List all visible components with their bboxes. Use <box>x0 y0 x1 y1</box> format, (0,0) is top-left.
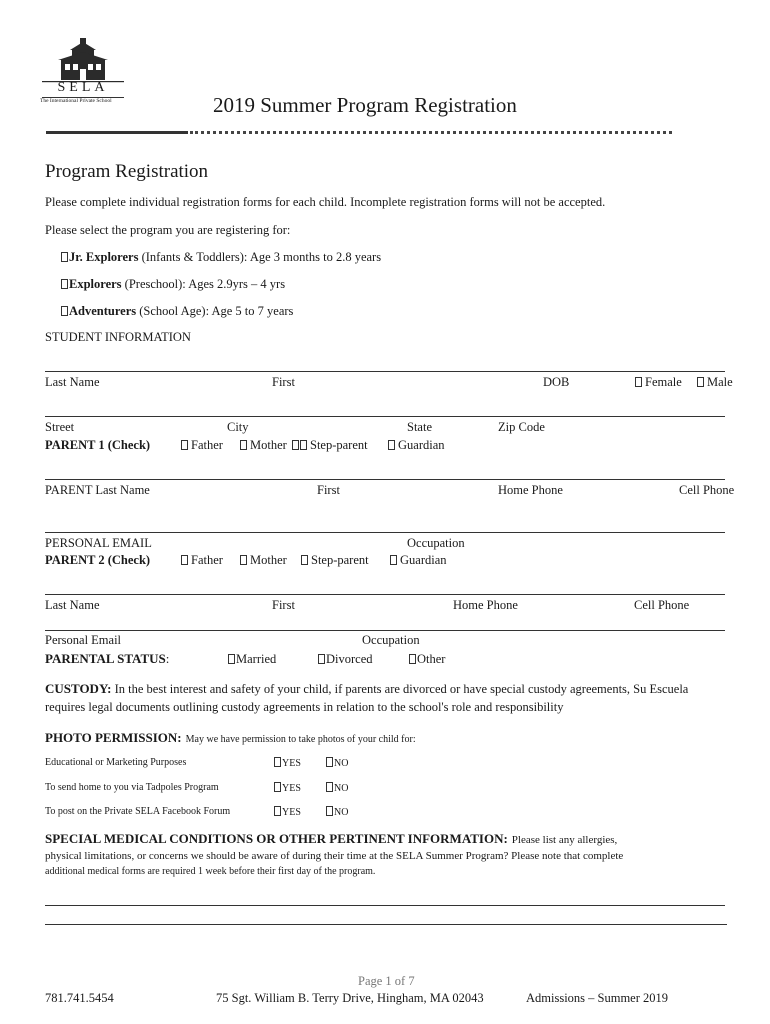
footer-phone: 781.741.5454 <box>45 991 114 1005</box>
custody-paragraph-line-2: requires legal documents outlining custody agreements in relation to the school's role and responsibility <box>45 700 564 714</box>
student-last-name-label: Last Name <box>45 375 100 389</box>
checkbox[interactable] <box>300 440 307 450</box>
parent2-occupation-label: Occupation <box>362 633 420 647</box>
parent2-father-option[interactable]: Father <box>181 553 223 568</box>
custody-paragraph-line-1: CUSTODY: In the best interest and safety of your child, if parents are divorced or have special custody agreements, Su Escuela <box>45 681 689 696</box>
student-address-line[interactable] <box>45 416 725 417</box>
program-name: Explorers <box>69 277 122 291</box>
medical-text-line-3: additional medical forms are required 1 week before their first day of the program. <box>45 866 376 877</box>
checkbox[interactable] <box>390 555 397 565</box>
intro-line-1: Please complete individual registration forms for each child. Incomplete registration forms will not be accepted. <box>45 195 606 209</box>
program-option-explorers[interactable] <box>61 277 285 292</box>
checkbox[interactable] <box>388 440 395 450</box>
section-title: Program Registration <box>45 161 209 182</box>
photo-row-label: To post on the Private SELA Facebook Forum <box>45 806 231 817</box>
footer-admissions: Admissions – Summer 2019 <box>526 991 669 1005</box>
status-married-option[interactable]: Married <box>228 652 276 667</box>
photo-row-label: To send home to you via Tadpoles Program <box>45 782 219 793</box>
logo-tagline: The International Private School <box>40 98 112 104</box>
no-option[interactable]: NO <box>326 757 348 769</box>
page-number: Page 1 of 7 <box>358 974 415 988</box>
photo-row-facebook <box>45 806 365 820</box>
yes-option[interactable]: YES <box>274 782 301 794</box>
status-other-option[interactable]: Other <box>409 652 445 667</box>
checkbox[interactable] <box>181 555 188 565</box>
parent2-step-parent-option[interactable]: Step-parent <box>301 553 369 568</box>
no-option[interactable]: NO <box>326 806 348 818</box>
checkbox[interactable] <box>240 440 247 450</box>
parent1-cell-phone-label: Cell Phone <box>679 483 735 497</box>
parent1-email-line[interactable] <box>45 532 725 533</box>
parent1-father-option[interactable]: Father <box>181 438 223 453</box>
checkbox[interactable] <box>228 654 235 664</box>
medical-answer-line-1[interactable] <box>45 905 725 906</box>
parent1-step-parent-option[interactable]: Step-parent <box>292 438 368 453</box>
logo-name: SELA <box>57 80 109 95</box>
zip-code-label: Zip Code <box>498 420 545 434</box>
photo-row-marketing <box>45 757 365 771</box>
parent1-mother-option[interactable]: Mother <box>240 438 287 453</box>
yes-option[interactable]: YES <box>274 806 301 818</box>
program-desc: (Infants & Toddlers): Age 3 months to 2.8 years <box>138 250 382 264</box>
checkbox[interactable] <box>409 654 416 664</box>
no-option[interactable]: NO <box>326 782 348 794</box>
program-name: Adventurers <box>69 304 137 318</box>
program-name: Jr. Explorers <box>69 250 139 264</box>
checkbox[interactable] <box>301 555 308 565</box>
photo-permission-heading: PHOTO PERMISSION: May we have permission to take photos of your child for: <box>45 730 416 745</box>
parent2-first-label: First <box>272 598 295 612</box>
student-first-label: First <box>272 375 295 389</box>
program-checkbox[interactable] <box>61 279 68 289</box>
student-name-line[interactable] <box>45 371 725 372</box>
state-label: State <box>407 420 432 434</box>
student-dob-label: DOB <box>543 375 570 389</box>
parent1-name-line[interactable] <box>45 479 725 480</box>
program-desc: (School Age): Age 5 to 7 years <box>136 304 294 318</box>
page-title: 2019 Summer Program Registration <box>213 93 517 117</box>
street-label: Street <box>45 420 75 434</box>
checkbox[interactable] <box>181 440 188 450</box>
status-divorced-option[interactable]: Divorced <box>318 652 373 667</box>
medical-heading-line: SPECIAL MEDICAL CONDITIONS OR OTHER PERTINENT INFORMATION: Please list any allergies, <box>45 831 618 846</box>
school-logo <box>40 36 126 106</box>
parent1-last-name-label: PARENT Last Name <box>45 483 150 497</box>
program-option-jr-explorers[interactable] <box>61 250 381 265</box>
photo-row-tadpoles <box>45 782 365 796</box>
checkbox[interactable] <box>240 555 247 565</box>
intro-line-2: Please select the program you are registering for: <box>45 223 291 237</box>
medical-text-line-2: physical limitations, or concerns we should be aware of during their time at the SELA Summer Program? Please note that complete <box>45 850 624 862</box>
parent2-home-phone-label: Home Phone <box>453 598 518 612</box>
parent2-last-name-label: Last Name <box>45 598 100 612</box>
gender-male-option[interactable]: Male <box>697 375 733 390</box>
program-checkbox[interactable] <box>61 306 68 316</box>
program-desc: (Preschool): Ages 2.9yrs – 4 yrs <box>121 277 286 291</box>
footer-address: 75 Sgt. William B. Terry Drive, Hingham, MA 02043 <box>216 991 484 1005</box>
parent1-heading: PARENT 1 (Check) <box>45 438 151 452</box>
parent2-email-label: Personal Email <box>45 633 122 647</box>
parent2-cell-phone-label: Cell Phone <box>634 598 690 612</box>
parent2-guardian-option[interactable]: Guardian <box>390 553 447 568</box>
schoolhouse-icon <box>40 36 126 86</box>
parent1-guardian-option[interactable]: Guardian <box>388 438 445 453</box>
parent2-name-line[interactable] <box>45 594 725 595</box>
female-checkbox[interactable] <box>635 377 642 387</box>
yes-option[interactable]: YES <box>274 757 301 769</box>
gender-female-option[interactable]: Female <box>635 375 682 390</box>
parent1-email-label: PERSONAL EMAIL <box>45 536 152 550</box>
parent1-home-phone-label: Home Phone <box>498 483 563 497</box>
student-info-heading: STUDENT INFORMATION <box>45 330 191 344</box>
program-option-adventurers[interactable] <box>61 304 293 319</box>
parent2-mother-option[interactable]: Mother <box>240 553 287 568</box>
male-checkbox[interactable] <box>697 377 704 387</box>
parental-status-heading: PARENTAL STATUS: <box>45 651 170 666</box>
checkbox[interactable] <box>318 654 325 664</box>
parent1-occupation-label: Occupation <box>407 536 465 550</box>
program-checkbox[interactable] <box>61 252 68 262</box>
city-label: City <box>227 420 249 434</box>
photo-row-label: Educational or Marketing Purposes <box>45 757 187 768</box>
title-rule-dotted <box>190 131 672 134</box>
parent2-email-line[interactable] <box>45 630 725 631</box>
title-rule-solid <box>46 131 188 134</box>
parent1-first-label: First <box>317 483 340 497</box>
parent2-heading: PARENT 2 (Check) <box>45 553 151 567</box>
medical-answer-line-2[interactable] <box>45 924 727 925</box>
checkbox[interactable] <box>292 440 299 450</box>
